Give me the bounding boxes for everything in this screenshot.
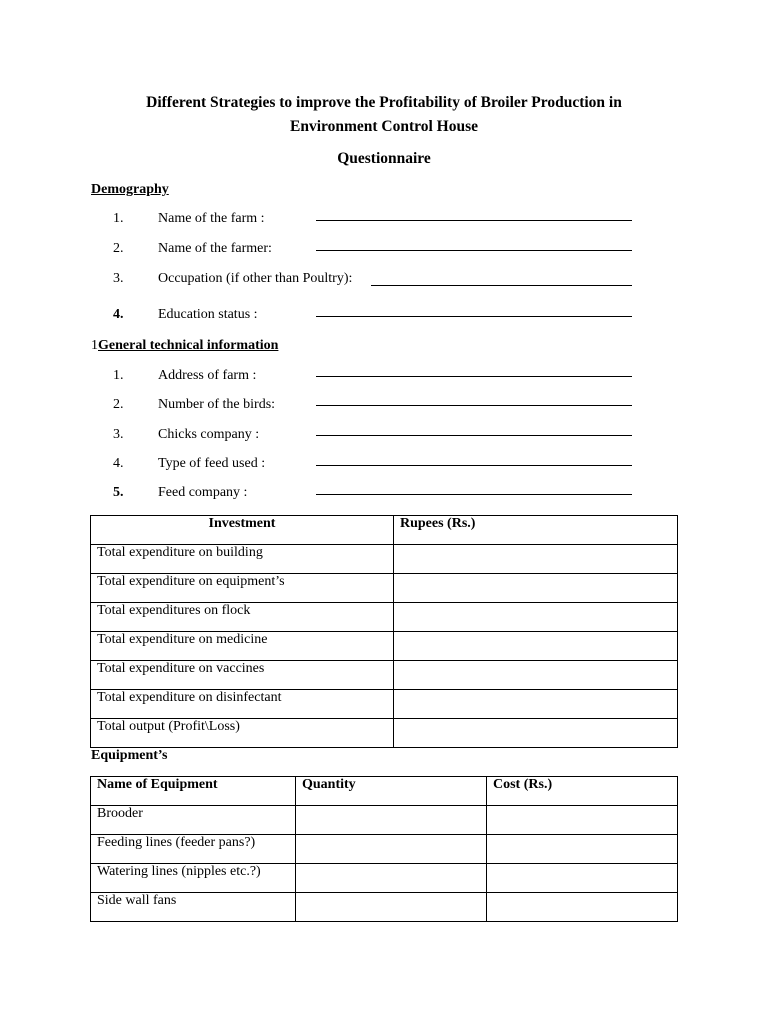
demography-item — [113, 271, 352, 287]
item-label: Number of the birds: — [158, 397, 276, 412]
rupees-cell[interactable] — [394, 603, 678, 632]
answer-line[interactable] — [316, 220, 632, 221]
table-row — [91, 661, 678, 690]
equipment-heading: Equipment’s — [91, 748, 168, 763]
table-row — [91, 835, 678, 864]
row-label: Total expenditure on building — [91, 545, 394, 574]
rupees-cell[interactable] — [394, 574, 678, 603]
answer-line[interactable] — [316, 435, 632, 436]
item-number: 3. — [113, 271, 124, 286]
item-number: 4. — [113, 307, 124, 322]
column-header-name: Name of Equipment — [91, 777, 296, 806]
item-number: 2. — [113, 241, 124, 256]
table-row — [91, 690, 678, 719]
quantity-cell[interactable] — [296, 806, 487, 835]
demography-item — [113, 211, 265, 227]
table-row — [91, 545, 678, 574]
item-number: 2. — [113, 397, 124, 412]
technical-item — [113, 456, 265, 472]
demography-item — [113, 307, 258, 323]
technical-item — [113, 397, 275, 413]
item-number: 5. — [113, 485, 124, 500]
row-label: Total expenditures on flock — [91, 603, 394, 632]
rupees-cell[interactable] — [394, 545, 678, 574]
cost-cell[interactable] — [487, 864, 678, 893]
item-number: 1. — [113, 368, 124, 383]
row-label: Total expenditure on equipment’s — [91, 574, 394, 603]
subtitle: Questionnaire — [337, 150, 431, 167]
demography-item — [113, 241, 272, 257]
answer-line[interactable] — [316, 405, 632, 406]
demography-heading: Demography — [91, 182, 169, 197]
row-label: Total expenditure on medicine — [91, 632, 394, 661]
item-label: Feed company : — [158, 485, 248, 500]
investment-table — [90, 515, 678, 748]
answer-line[interactable] — [316, 494, 632, 495]
item-label: Name of the farmer: — [158, 241, 272, 256]
row-label: Total expenditure on disinfectant — [91, 690, 394, 719]
equipment-table — [90, 776, 678, 922]
technical-item — [113, 368, 256, 384]
column-header-rupees: Rupees (Rs.) — [394, 516, 678, 545]
answer-line[interactable] — [316, 465, 632, 466]
cost-cell[interactable] — [487, 835, 678, 864]
section-title: General technical information — [98, 338, 279, 353]
answer-line[interactable] — [371, 285, 632, 286]
cost-cell[interactable] — [487, 806, 678, 835]
answer-line[interactable] — [316, 316, 632, 317]
answer-line[interactable] — [316, 376, 632, 377]
item-label: Occupation (if other than Poultry): — [158, 271, 353, 286]
equipment-name: Brooder — [91, 806, 296, 835]
table-row — [91, 632, 678, 661]
row-label: Total expenditure on vaccines — [91, 661, 394, 690]
item-label: Type of feed used : — [158, 456, 266, 471]
equipment-name: Feeding lines (feeder pans?) — [91, 835, 296, 864]
item-number: 3. — [113, 427, 124, 442]
table-row — [91, 603, 678, 632]
table-row — [91, 864, 678, 893]
table-header-row — [91, 777, 678, 806]
quantity-cell[interactable] — [296, 864, 487, 893]
rupees-cell[interactable] — [394, 661, 678, 690]
section-prefix: 1 — [91, 338, 98, 353]
rupees-cell[interactable] — [394, 690, 678, 719]
column-header-investment: Investment — [91, 516, 394, 545]
answer-line[interactable] — [316, 250, 632, 251]
table-row — [91, 719, 678, 748]
item-label: Name of the farm : — [158, 211, 265, 226]
item-label: Address of farm : — [158, 368, 257, 383]
column-header-cost: Cost (Rs.) — [487, 777, 678, 806]
quantity-cell[interactable] — [296, 835, 487, 864]
item-label: Chicks company : — [158, 427, 260, 442]
title-line-2: Environment Control House — [289, 118, 479, 135]
rupees-cell[interactable] — [394, 632, 678, 661]
technical-item — [113, 427, 259, 443]
quantity-cell[interactable] — [296, 893, 487, 922]
equipment-name: Watering lines (nipples etc.?) — [91, 864, 296, 893]
equipment-name: Side wall fans — [91, 893, 296, 922]
column-header-quantity: Quantity — [296, 777, 487, 806]
technical-heading — [91, 338, 278, 354]
row-label: Total output (Profit\Loss) — [91, 719, 394, 748]
item-number: 1. — [113, 211, 124, 226]
title-line-1: Different Strategies to improve the Profitability of Broiler Production in — [146, 94, 622, 111]
item-number: 4. — [113, 456, 124, 471]
item-label: Education status : — [158, 307, 258, 322]
table-row — [91, 806, 678, 835]
technical-item — [113, 485, 247, 501]
table-row — [91, 574, 678, 603]
rupees-cell[interactable] — [394, 719, 678, 748]
cost-cell[interactable] — [487, 893, 678, 922]
table-row — [91, 893, 678, 922]
table-header-row — [91, 516, 678, 545]
